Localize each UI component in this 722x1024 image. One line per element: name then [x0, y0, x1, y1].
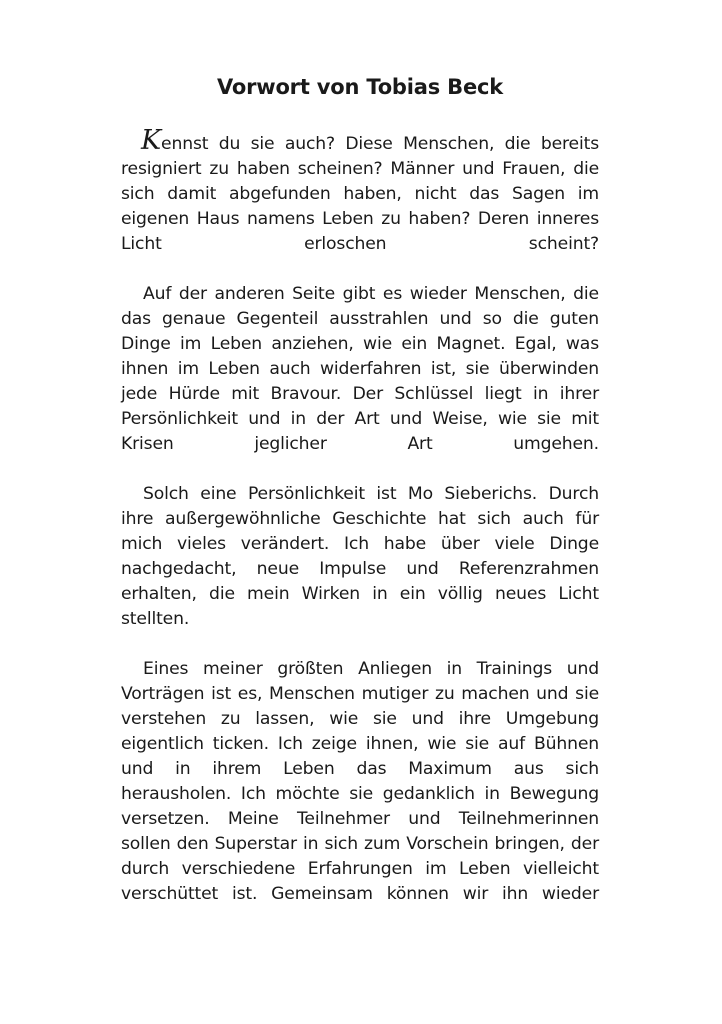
book-page — [121, 70, 599, 907]
paragraph-3 — [121, 482, 599, 632]
paragraph-1-text: ennst du sie auch? Diese Menschen, die bereits resigniert zu haben scheinen? Männer und Frauen, die sich damit abgefunden haben, nicht das Sagen im eigenen Haus namens Leben zu haben? Deren inneres Licht erloschen scheint? — [121, 134, 599, 254]
paragraph-4-text: Eines meiner größten Anliegen in Trainings und Vorträgen ist es, Menschen mutiger zu machen und sie verstehen zu lassen, wie sie und ihre Umgebung eigentlich ticken. Ich zeige ihnen, wie sie auf Bühnen und in ihrem Leben das Maximum aus sich herausholen. Ich möchte sie gedanklich in Bewegung versetzen. Meine Teilnehmer und Teilnehmerinnen sollen den Superstar in sich zum Vorschein bringen, der durch verschiedene Erfahrungen im Leben vielleicht verschüttet ist. Gemeinsam können wir ihn wieder — [121, 659, 599, 904]
paragraph-2 — [121, 282, 599, 457]
paragraph-2-text: Auf der anderen Seite gibt es wieder Menschen, die das genaue Gegenteil ausstrahlen und so die guten Dinge im Leben anziehen, wie ein Magnet. Egal, was ihnen im Leben auch widerfahren ist, sie überwinden jede Hürde mit Bravour. Der Schlüssel liegt in ihrer Persönlichkeit und in der Art und Weise, wie sie mit Krisen jeglicher Art umgehen. — [121, 284, 599, 454]
paragraph-4 — [121, 657, 599, 907]
chapter-title: Vorwort von Tobias Beck — [216, 75, 504, 99]
drop-cap: K — [141, 125, 162, 156]
paragraph-1 — [121, 125, 599, 257]
paragraph-3-text: Solch eine Persönlichkeit ist Mo Sieberichs. Durch ihre außergewöhnliche Geschichte hat sich auch für mich vieles verändert. Ich habe über viele Dinge nachgedacht, neue Impulse und Referenzrahmen erhalten, die mein Wirken in ein völlig neues Licht stellten. — [121, 484, 599, 629]
